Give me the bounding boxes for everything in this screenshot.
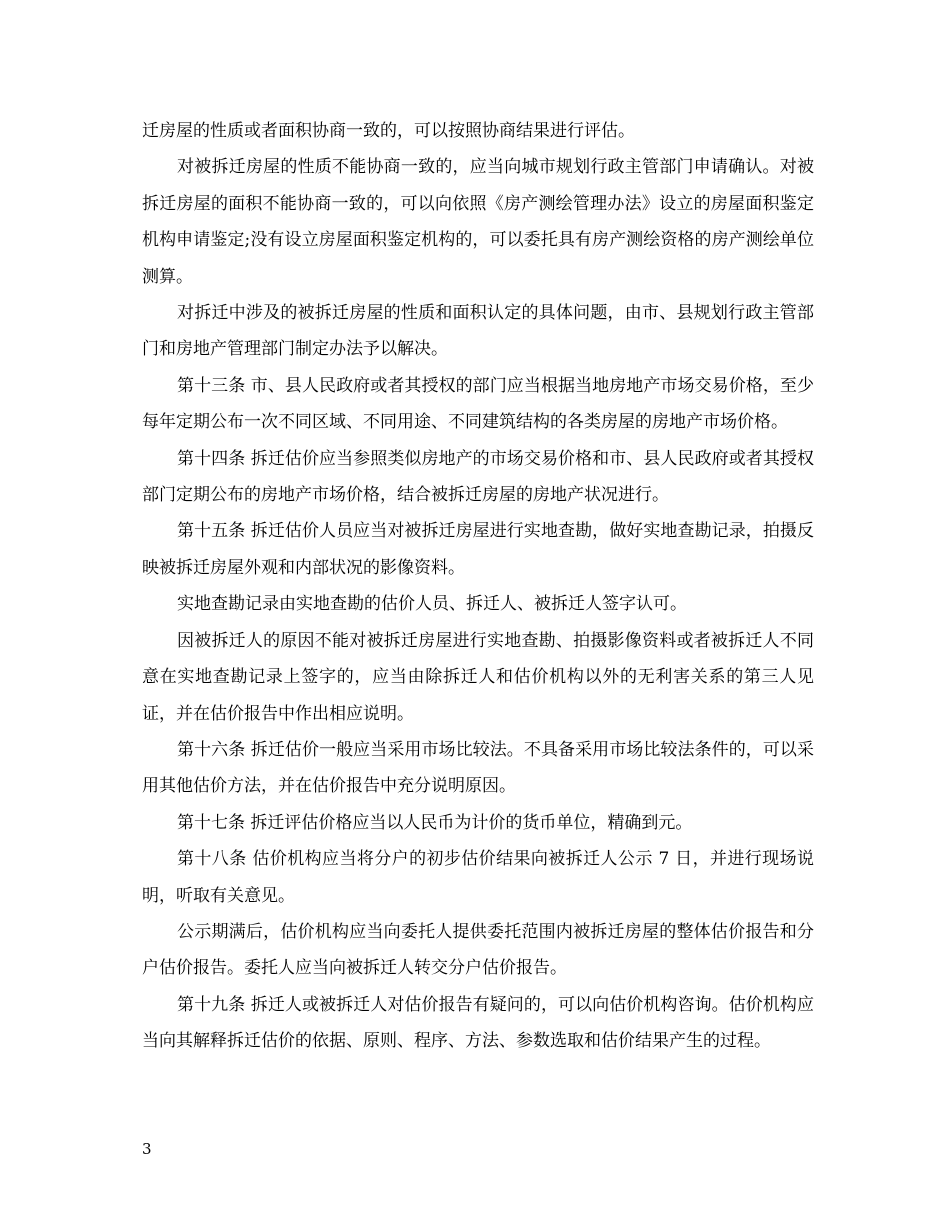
paragraph-2: 对被拆迁房屋的性质不能协商一致的，应当向城市规划行政主管部门申请确认。对被拆迁房屋的面积不能协商一致的，可以向依照《房产测绘管理办法》设立的房屋面积鉴定机构申请鉴定;没有设立房屋面积鉴定机构的，可以委托具有房产测绘资格的房产测绘单位测算。 bbox=[142, 157, 814, 287]
paragraph-article-16: 第十六条 拆迁估价一般应当采用市场比较法。不具备采用市场比较法条件的，可以采用其他估价方法，并在估价报告中充分说明原因。 bbox=[142, 739, 814, 797]
page-number: 3 bbox=[142, 1140, 152, 1158]
paragraph-article-17: 第十七条 拆迁评估价格应当以人民币为计价的货币单位，精确到元。 bbox=[177, 812, 693, 833]
paragraph-1: 迁房屋的性质或者面积协商一致的，可以按照协商结果进行评估。 bbox=[142, 121, 635, 141]
paragraph-7: 实地查勘记录由实地查勘的估价人员、拆迁人、被拆迁人签字认可。 bbox=[177, 594, 687, 615]
paragraph-article-19: 第十九条 拆迁人或被拆迁人对估价报告有疑问的，可以向估价机构咨询。估价机构应当向其解释拆迁估价的依据、原则、程序、方法、参数选取和估价结果产生的过程。 bbox=[142, 994, 814, 1052]
paragraph-article-14: 第十四条 拆迁估价应当参照类似房地产的市场交易价格和市、县人民政府或者其授权部门定期公布的房地产市场价格，结合被拆迁房屋的房地产状况进行。 bbox=[142, 448, 814, 506]
paragraph-3: 对拆迁中涉及的被拆迁房屋的性质和面积认定的具体问题，由市、县规划行政主管部门和房地产管理部门制定办法予以解决。 bbox=[142, 303, 814, 360]
document-body bbox=[142, 113, 814, 1060]
paragraph-article-13: 第十三条 市、县人民政府或者其授权的部门应当根据当地房地产市场交易价格，至少每年定期公布一次不同区域、不同用途、不同建筑结构的各类房屋的房地产市场价格。 bbox=[142, 375, 814, 433]
paragraph-8: 因被拆迁人的原因不能对被拆迁房屋进行实地查勘、拍摄影像资料或者被拆迁人不同意在实地查勘记录上签字的，应当由除拆迁人和估价机构以外的无利害关系的第三人见证，并在估价报告中作出相应说明。 bbox=[142, 630, 814, 724]
paragraph-article-18: 第十八条 估价机构应当将分户的初步估价结果向被拆迁人公示 7 日，并进行现场说明，听取有关意见。 bbox=[142, 849, 814, 906]
paragraph-12: 公示期满后，估价机构应当向委托人提供委托范围内被拆迁房屋的整体估价报告和分户估价报告。委托人应当向被拆迁人转交分户估价报告。 bbox=[142, 921, 814, 979]
paragraph-article-15: 第十五条 拆迁估价人员应当对被拆迁房屋进行实地查勘，做好实地查勘记录，拍摄反映被拆迁房屋外观和内部状况的影像资料。 bbox=[142, 521, 814, 578]
